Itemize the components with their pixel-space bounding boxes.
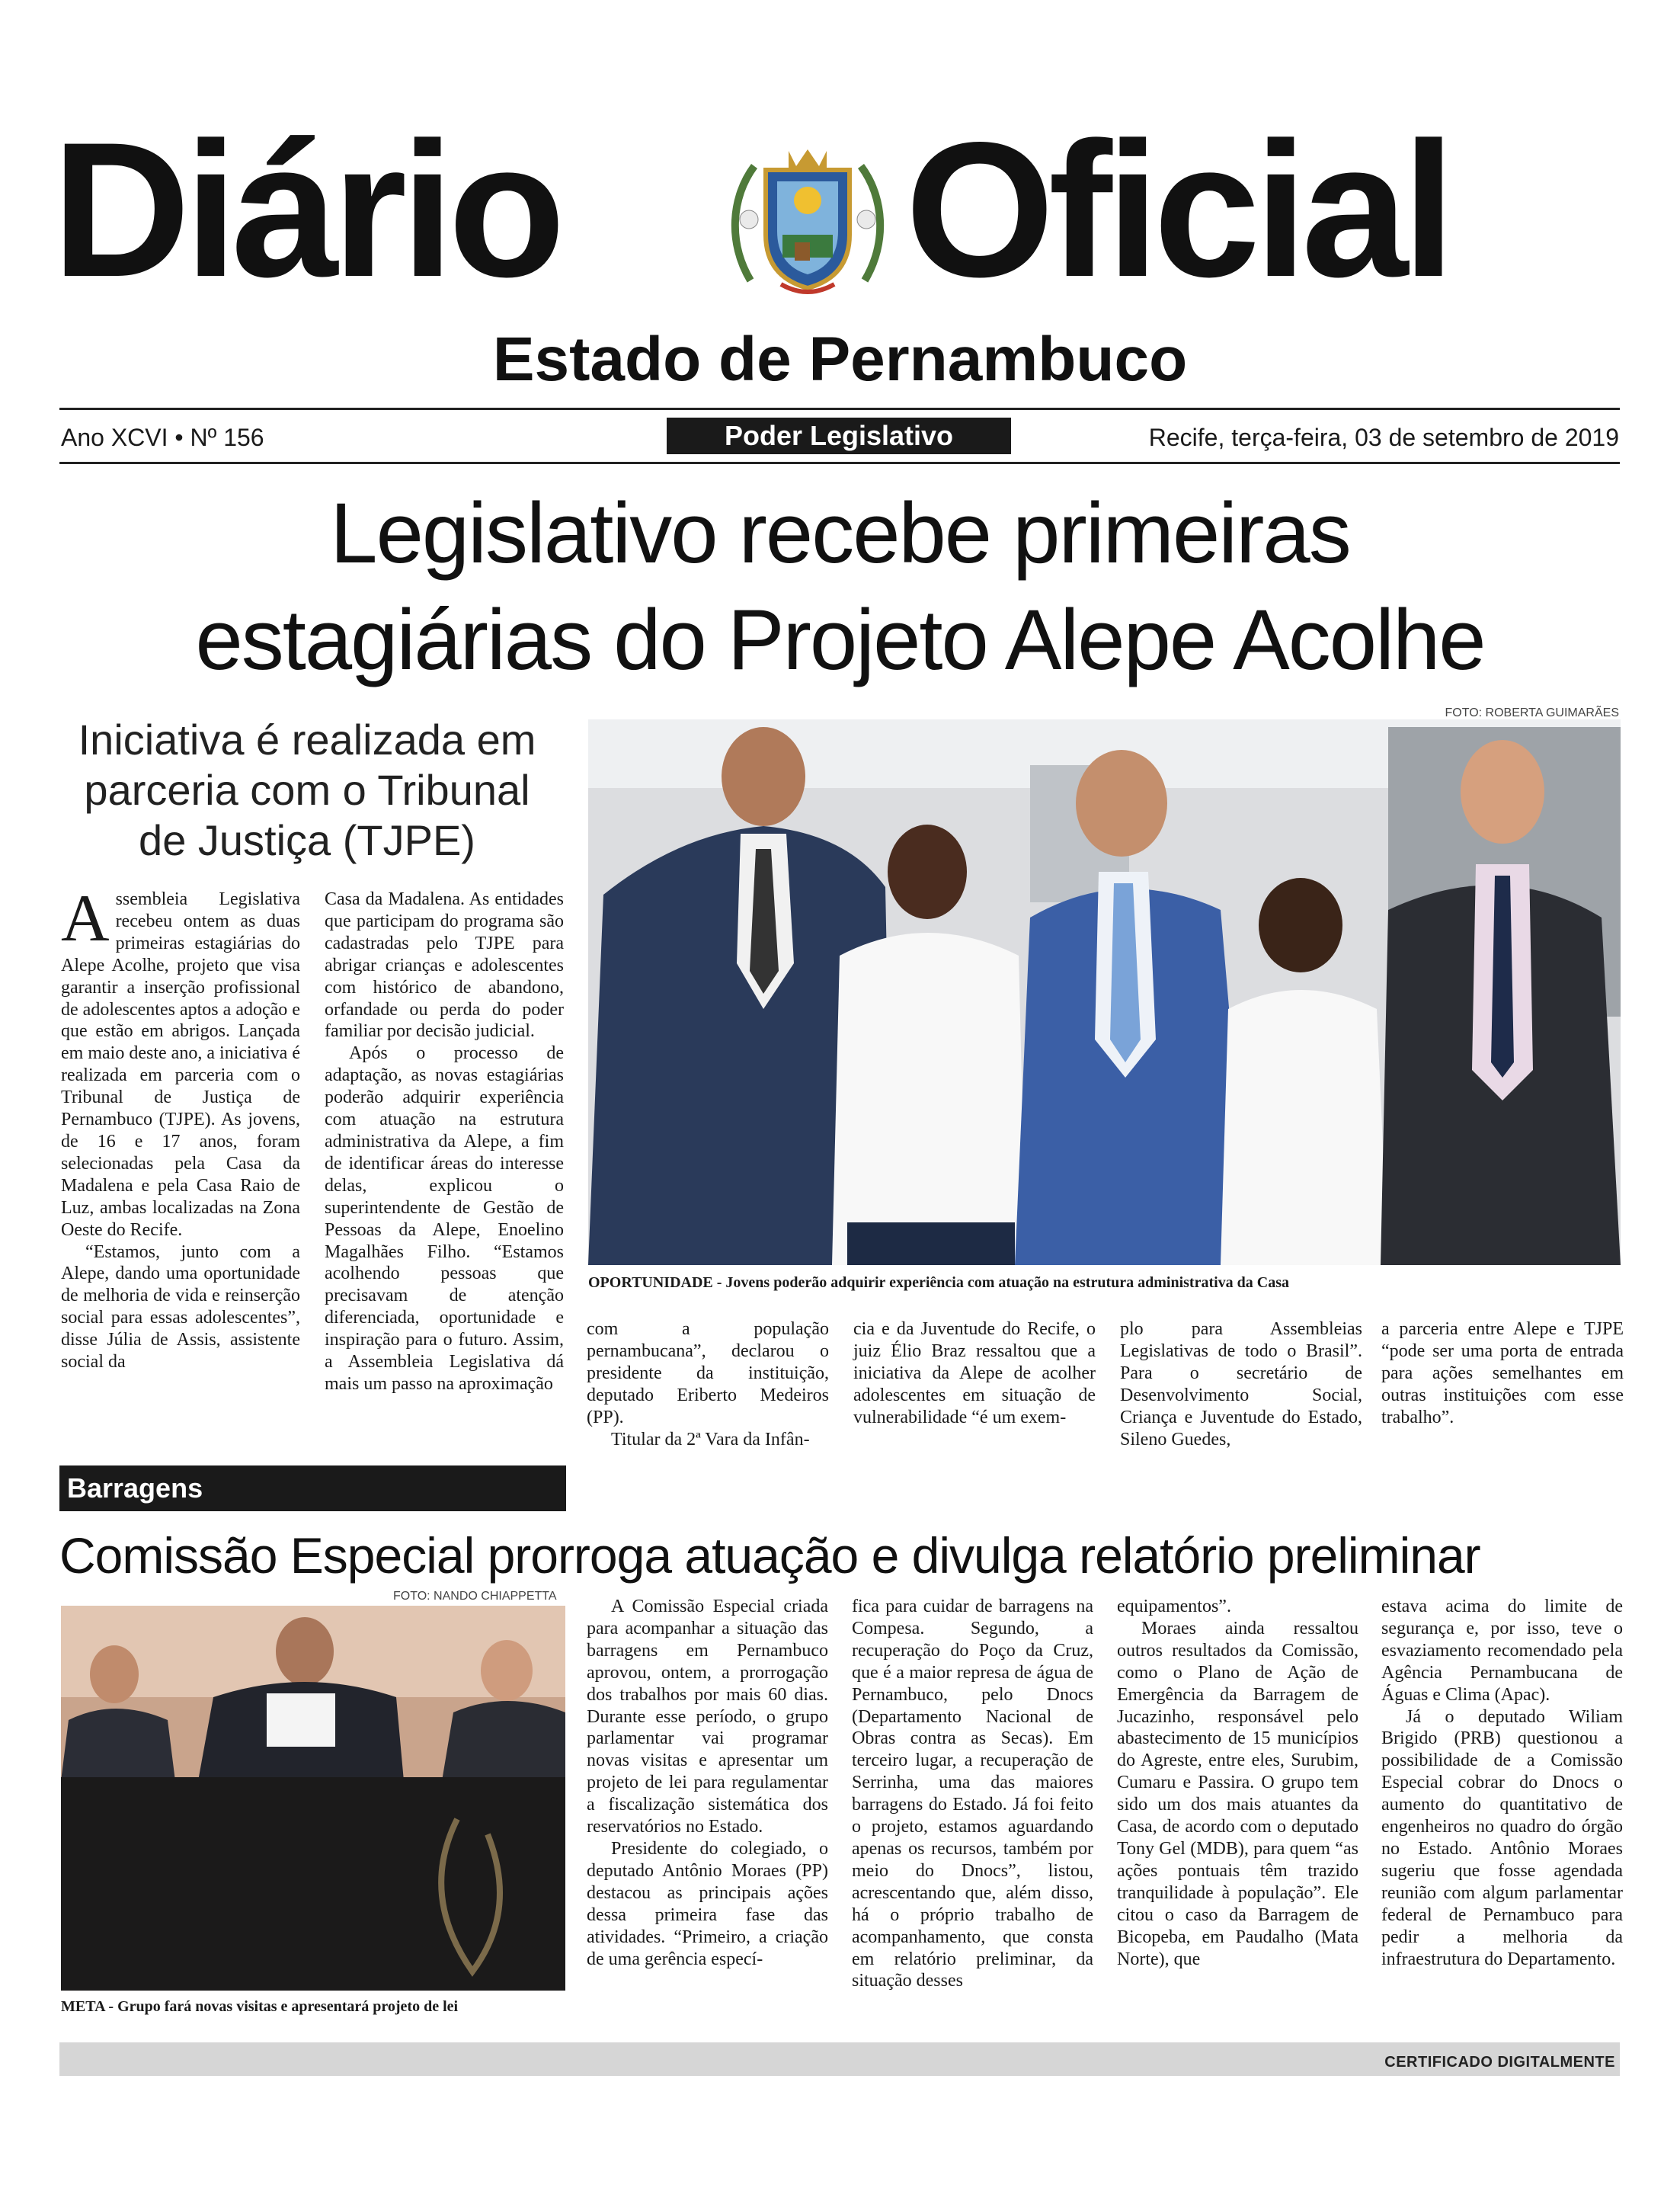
article1-paragraph: plo para Assembleias Legislativas de todo o Brasil”. Para o secretário de Desenvolvimento Social, Criança e Juventude do Estado, Sileno Guedes, <box>1120 1319 1362 1449</box>
committee-photo-caption: META - Grupo fará novas visitas e apresentará projeto de lei <box>61 1998 459 2015</box>
article1-paragraph: Casa da Madalena. As entidades que participam do programa são cadastradas pelo TJPE para abrigar crianças e adolescentes com histórico de abandono, orfandade ou perda do poder familiar por decisão judicial. <box>325 889 564 1042</box>
digital-certification-label: CERTIFICADO DIGITALMENTE <box>1384 2054 1615 2071</box>
article1-column-5 <box>1120 1318 1362 1450</box>
article2-paragraph: Presidente do colegiado, o deputado Antônio Moraes (PP) destacou as principais ações dessa primeira fase das atividades. “Primeiro, a criação de uma gerência especí- <box>587 1838 828 1969</box>
masthead-rule-bottom <box>59 462 1620 464</box>
photo-credit: FOTO: ROBERTA GUIMARÃES <box>1445 706 1619 719</box>
main-headline <box>46 480 1634 693</box>
article2-paragraph: fica para cuidar de barragens na Compesa. Segundo, a recuperação do Poço da Cruz, que é a maior represa de água de Pernambuco, pelo Dnocs (Departamento Nacional de Obras contra as Secas). Em terceiro lugar, a recuperação de Serrinha, uma das maiores barragens do Estado. Já foi feito o projeto, estamos aguardando apenas os recursos, também por meio do Dnocs”, listou, acrescentando que, além disso, há o próprio trabalho de acompanhamento, que consta em relatório preliminar, da situação desses <box>852 1597 1093 1991</box>
main-photo <box>588 719 1621 1265</box>
committee-photo <box>61 1606 565 1991</box>
article1-column-6 <box>1381 1318 1624 1429</box>
article1-paragraph: a parceria entre Alepe e TJPE “pode ser uma porta de entrada para ações semelhantes em outras instituições com esse trabalho”. <box>1381 1319 1624 1427</box>
article1-paragraph: cia e da Juventude do Recife, o juiz Élio Braz ressaltou que a iniciativa da Alepe de acolher adolescentes em situação de vulnerabilidade “é um exem- <box>853 1319 1096 1427</box>
article1-column-3 <box>587 1318 829 1450</box>
subheadline: Iniciativa é realizada em parceria com o Tribunal de Justiça (TJPE) <box>78 716 536 864</box>
photo-credit: FOTO: NANDO CHIAPPETTA <box>393 1590 557 1603</box>
article1-paragraph: com a população pernambucana”, declarou o presidente da instituição, deputado Eriberto Medeiros (PP). <box>587 1319 829 1427</box>
article2-column-4 <box>1381 1596 1623 1970</box>
article2-paragraph: equipamentos”. <box>1117 1597 1231 1616</box>
pernambuco-coat-of-arms-icon <box>720 128 895 303</box>
main-photo-caption: OPORTUNIDADE - Jovens poderão adquirir experiência com atuação na estrutura administrativa da Casa <box>588 1274 1290 1291</box>
article2-paragraph: A Comissão Especial criada para acompanhar a situação das barragens em Pernambuco aprovou, ontem, a prorrogação dos trabalhos por mais 60 dias. Durante esse período, o grupo parlamentar vai programar novas visitas e apresentar um projeto de lei para regulamentar a fiscalização sistemática dos reservatórios no Estado. <box>587 1597 828 1837</box>
masthead-rule-top <box>59 408 1620 410</box>
article1-paragraph: “Estamos, junto com a Alepe, dando uma oportunidade de melhoria de vida e reinserção social para essas adolescentes”, disse Júlia de Assis, assistente social da <box>61 1241 300 1373</box>
article2-paragraph: Já o deputado Wiliam Brigido (PRB) questionou a possibilidade de a Comissão Especial cobrar do Dnocs o aumento do quantitativo de engenheiros no quadro do órgão no Estado. Antônio Moraes sugeriu que fosse agendada reunião com algum parlamentar federal de Pernambuco para pedir a melhoria da infraestrutura do Departamento. <box>1381 1706 1623 1969</box>
article1-column-1 <box>61 882 300 1373</box>
section-label: Poder Legislativo <box>667 418 1011 454</box>
article2-headline: Comissão Especial prorroga atuação e divulga relatório preliminar <box>59 1527 1480 1584</box>
main-headline-line1: Legislativo recebe primeiras <box>330 485 1350 581</box>
drop-cap: A <box>61 882 110 956</box>
article1-column-4 <box>853 1318 1096 1429</box>
masthead-title-left: Diário <box>52 103 560 317</box>
article2-column-3 <box>1117 1596 1358 1970</box>
article1-column-2 <box>325 889 564 1395</box>
section-header-barragens: Barragens <box>59 1465 566 1511</box>
masthead-title-right: Oficial <box>905 103 1450 317</box>
masthead-subtitle: Estado de Pernambuco <box>492 325 1188 394</box>
article2-paragraph: Moraes ainda ressaltou outros resultados da Comissão, como o Plano de Ação de Emergência da Barragem de Jucazinho, responsável pelo abastecimento de 15 municípios do Agreste, entre eles, Surubim, Cumaru e Passira. O grupo tem sido um dos mais atuantes da Casa, de acordo com o deputado Tony Gel (MDB), para quem “as ações pontuais têm trazido tranquilidade à população”. Ele citou o caso da Barragem de Bicopeba, em Paudalho (Mata Norte), que <box>1117 1618 1358 1969</box>
article1-paragraph: Após o processo de adaptação, as novas estagiárias poderão adquirir experiência com atuação na estrutura administrativa da Alepe, a fim de identificar áreas do interesse delas, explicou o superintendente de Gestão de Pessoas da Alepe, Enoelino Magalhães Filho. “Estamos acolhendo pessoas que precisavam de atenção diferenciada, oportunidade e inspiração para o futuro. Assim, a Assembleia Legislativa dá mais um passo na aproximação <box>325 1043 564 1394</box>
article1-paragraph: Titular da 2ª Vara da Infân- <box>611 1429 810 1449</box>
article2-column-2 <box>852 1596 1093 1992</box>
article2-paragraph: estava acima do limite de segurança e, por isso, teve o esvaziamento recomendado pela Agência Pernambucana de Águas e Clima (Apac). <box>1381 1597 1623 1705</box>
main-headline-line2: estagiárias do Projeto Alepe Acolhe <box>195 592 1485 687</box>
dateline: Recife, terça-feira, 03 de setembro de 2019 <box>1148 424 1619 451</box>
edition-number: Ano XCVI • Nº 156 <box>61 424 264 451</box>
article2-column-1 <box>587 1596 828 1970</box>
article1-paragraph: ssembleia Legislativa recebeu ontem as duas primeiras estagiárias do Alepe Acolhe, projeto que visa garantir a inserção profissional de adolescentes aptos a adoção e que estão em abrigos. Lançada em maio deste ano, a iniciativa é realizada em parceria com o Tribunal de Justiça de Pernambuco (TJPE). As jovens, de 16 e 17 anos, foram selecionadas pela Casa da Madalena e pela Casa Raio de Luz, ambas localizadas na Zona Oeste do Recife. <box>61 889 300 1240</box>
